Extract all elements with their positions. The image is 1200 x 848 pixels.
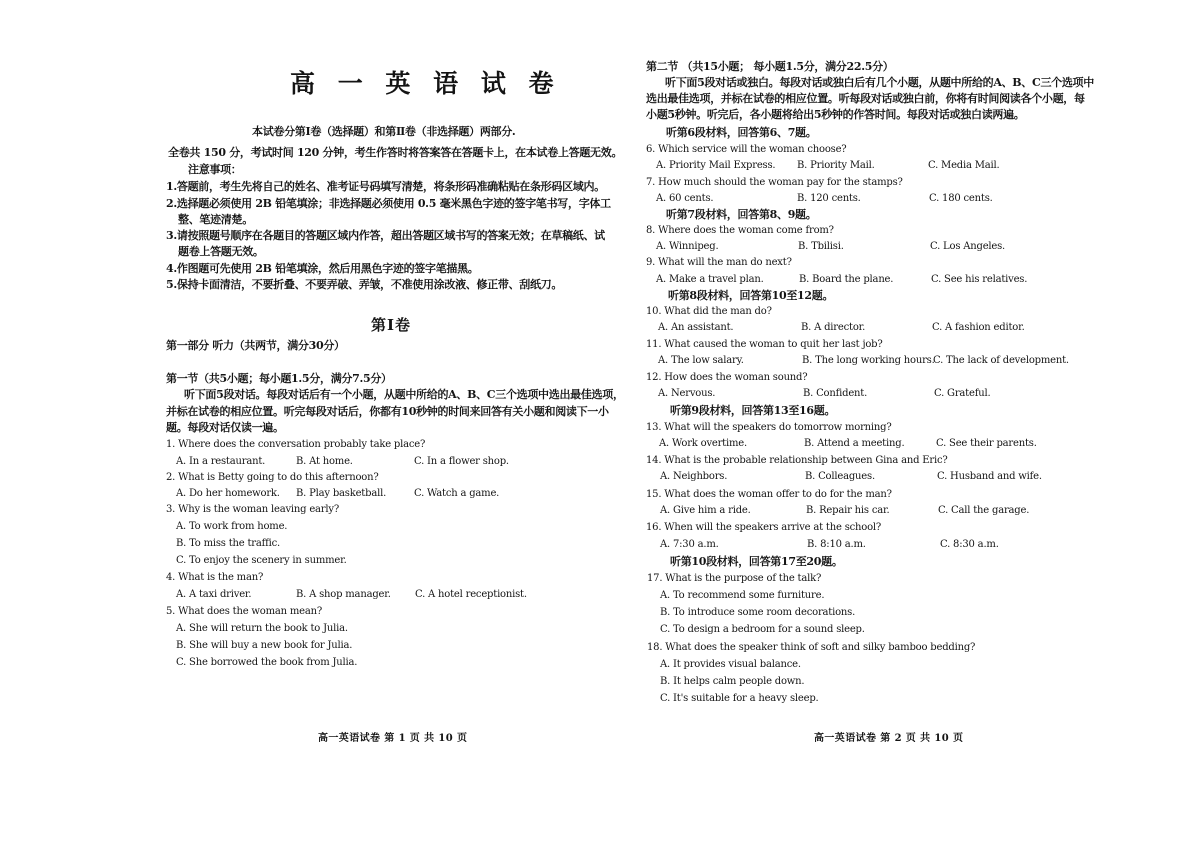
answer-option: B. To introduce some room decorations. [660,607,856,618]
question-stem: 9. What will the man do next? [646,257,792,268]
answer-option: C. To design a bedroom for a sound sleep. [660,624,865,635]
answer-option: B. The long working hours. [802,355,935,366]
answer-option: B. Attend a meeting. [804,438,905,449]
section-instructions: 小题5秒钟。听完后，各小题将给出5秒钟的作答时间。每段对话或独白读两遍。 [646,108,1025,121]
question-stem: 4. What is the man? [166,572,264,583]
answer-option: B. 120 cents. [797,193,861,204]
material-heading: 听第10段材料，回答第17至20题。 [670,555,843,568]
answer-option: C. 180 cents. [929,193,993,204]
question-stem: 1. Where does the conversation probably take place? [166,439,426,450]
answer-option: B. Priority Mail. [797,160,875,171]
answer-option: C. Watch a game. [414,488,500,499]
question-stem: 8. Where does the woman come from? [646,225,834,236]
exam-title: 高 一 英 语 试 卷 [290,69,561,98]
answer-option: C. 8:30 a.m. [940,539,999,550]
answer-option: B. Board the plane. [799,274,894,285]
question-stem: 3. Why is the woman leaving early? [166,504,339,515]
answer-option: C. A hotel receptionist. [415,589,527,600]
answer-option: C. The lack of development. [933,355,1069,366]
answer-option: C. Grateful. [934,388,991,399]
note-item: 1.答题前，考生先将自己的姓名、准考证号码填写清楚，将条形码准确粘贴在条形码区域内。 [166,180,605,193]
answer-option: A. Nervous. [658,388,716,399]
page-footer: 高一英语试卷 第 1 页 共 10 页 [318,733,468,744]
answer-option: A. The low salary. [658,355,744,366]
note-item: 题卷上答题无效。 [178,245,264,258]
note-item: 4.作图题可先使用 2B 铅笔填涂，然后用黑色字迹的签字笔描黑。 [166,262,479,275]
answer-option: C. See his relatives. [931,274,1028,285]
answer-option: C. Husband and wife. [937,471,1042,482]
answer-option: C. A fashion editor. [932,322,1025,333]
answer-option: A. Give him a ride. [660,505,751,516]
section-instructions: 听下面5段对话或独白。每段对话或独白后有几个小题，从题中所给的A、B、C三个选项中 [665,76,1094,89]
answer-option: A. Do her homework. [176,488,280,499]
answer-option: C. Los Angeles. [930,241,1006,252]
answer-option: A. She will return the book to Julia. [176,623,348,634]
question-stem: 13. What will the speakers do tomorrow morning? [646,422,892,433]
answer-option: A. A taxi driver. [176,589,252,600]
question-stem: 14. What is the probable relationship between Gina and Eric? [646,455,948,466]
volume-heading: 第Ⅰ卷 [371,316,412,334]
answer-option: C. Call the garage. [938,505,1030,516]
answer-option: B. 8:10 a.m. [807,539,866,550]
answer-option: B. She will buy a new book for Julia. [176,640,353,651]
answer-option: B. Tbilisi. [798,241,844,252]
answer-option: C. It's suitable for a heavy sleep. [660,693,819,704]
answer-option: B. It helps calm people down. [660,676,805,687]
page-footer: 高一英语试卷 第 2 页 共 10 页 [814,733,964,744]
section-instructions: 选出最佳选项，并标在试卷的相应位置。听每段对话或独白前，你将有时间阅读各个小题，每 [646,92,1085,105]
answer-option: B. A shop manager. [296,589,391,600]
note-item: 整、笔迹清楚。 [178,213,253,226]
section-instructions: 题。每段对话仅读一遍。 [166,421,284,434]
question-stem: 2. What is Betty going to do this afternoon? [166,472,379,483]
material-heading: 听第9段材料，回答第13至16题。 [670,404,836,417]
answer-option: C. Media Mail. [928,160,1000,171]
exam-totals: 全卷共 150 分，考试时间 120 分钟，考生作答时将答案答在答题卡上，在本试卷上答题无效。 [168,146,623,159]
answer-option: A. 60 cents. [656,193,714,204]
answer-option: A. To work from home. [176,521,288,532]
answer-option: A. Work overtime. [659,438,747,449]
material-heading: 听第8段材料，回答第10至12题。 [668,289,834,302]
note-item: 5.保持卡面清洁，不要折叠、不要弄破、弄皱，不准使用涂改液、修正带、刮纸刀。 [166,278,563,291]
exam-intro: 本试卷分第Ⅰ卷（选择题）和第Ⅱ卷（非选择题）两部分. [252,125,516,138]
answer-option: A. An assistant. [658,322,734,333]
question-stem: 18. What does the speaker think of soft and silky bamboo bedding? [647,642,976,653]
section-heading: 第二节 （共15小题； 每小题1.5分，满分22.5分） [646,60,894,73]
answer-option: A. It provides visual balance. [660,659,801,670]
answer-option: A. To recommend some furniture. [660,590,825,601]
answer-option: B. Confident. [803,388,868,399]
exam-page-2 [600,0,1200,848]
answer-option: A. In a restaurant. [176,456,266,467]
question-stem: 7. How much should the woman pay for the stamps? [646,177,903,188]
question-stem: 5. What does the woman mean? [166,606,323,617]
note-item: 2.选择题必须使用 2B 铅笔填涂；非选择题必须使用 0.5 毫米黑色字迹的签字笔书写，字体工 [166,197,611,210]
answer-option: B. At home. [296,456,353,467]
answer-option: B. Repair his car. [806,505,890,516]
answer-option: A. Neighbors. [660,471,728,482]
answer-option: C. To enjoy the scenery in summer. [176,555,347,566]
question-stem: 17. What is the purpose of the talk? [647,573,822,584]
section-instructions: 并标在试卷的相应位置。听完每段对话后，你都有10秒钟的时间来回答有关小题和阅读下一小 [166,405,609,418]
section-instructions: 听下面5段对话。每段对话后有一个小题，从题中所给的A、B、C三个选项中选出最佳选项， [184,388,624,401]
answer-option: A. 7:30 a.m. [660,539,719,550]
answer-option: C. She borrowed the book from Julia. [176,657,358,668]
question-stem: 15. What does the woman offer to do for the man? [646,489,892,500]
part-heading: 第一部分 听力（共两节，满分30分） [166,339,345,352]
question-stem: 12. How does the woman sound? [646,372,808,383]
answer-option: C. In a flower shop. [414,456,509,467]
answer-option: B. Colleagues. [805,471,875,482]
question-stem: 16. When will the speakers arrive at the school? [646,522,882,533]
question-stem: 10. What did the man do? [646,306,772,317]
section-heading: 第一节（共5小题；每小题1.5分，满分7.5分） [166,372,392,385]
question-stem: 6. Which service will the woman choose? [646,144,847,155]
answer-option: A. Winnipeg. [656,241,719,252]
notes-heading: 注意事项： [188,163,242,176]
answer-option: C. See their parents. [936,438,1037,449]
answer-option: B. A director. [801,322,866,333]
note-item: 3.请按照题号顺序在各题目的答题区域内作答，超出答题区域书写的答案无效；在草稿纸、试 [166,229,605,242]
answer-option: A. Make a travel plan. [656,274,764,285]
answer-option: B. To miss the traffic. [176,538,281,549]
material-heading: 听第7段材料，回答第8、9题。 [666,208,817,221]
answer-option: A. Priority Mail Express. [656,160,776,171]
question-stem: 11. What caused the woman to quit her last job? [646,339,883,350]
answer-option: B. Play basketball. [296,488,387,499]
material-heading: 听第6段材料，回答第6、7题。 [666,126,817,139]
